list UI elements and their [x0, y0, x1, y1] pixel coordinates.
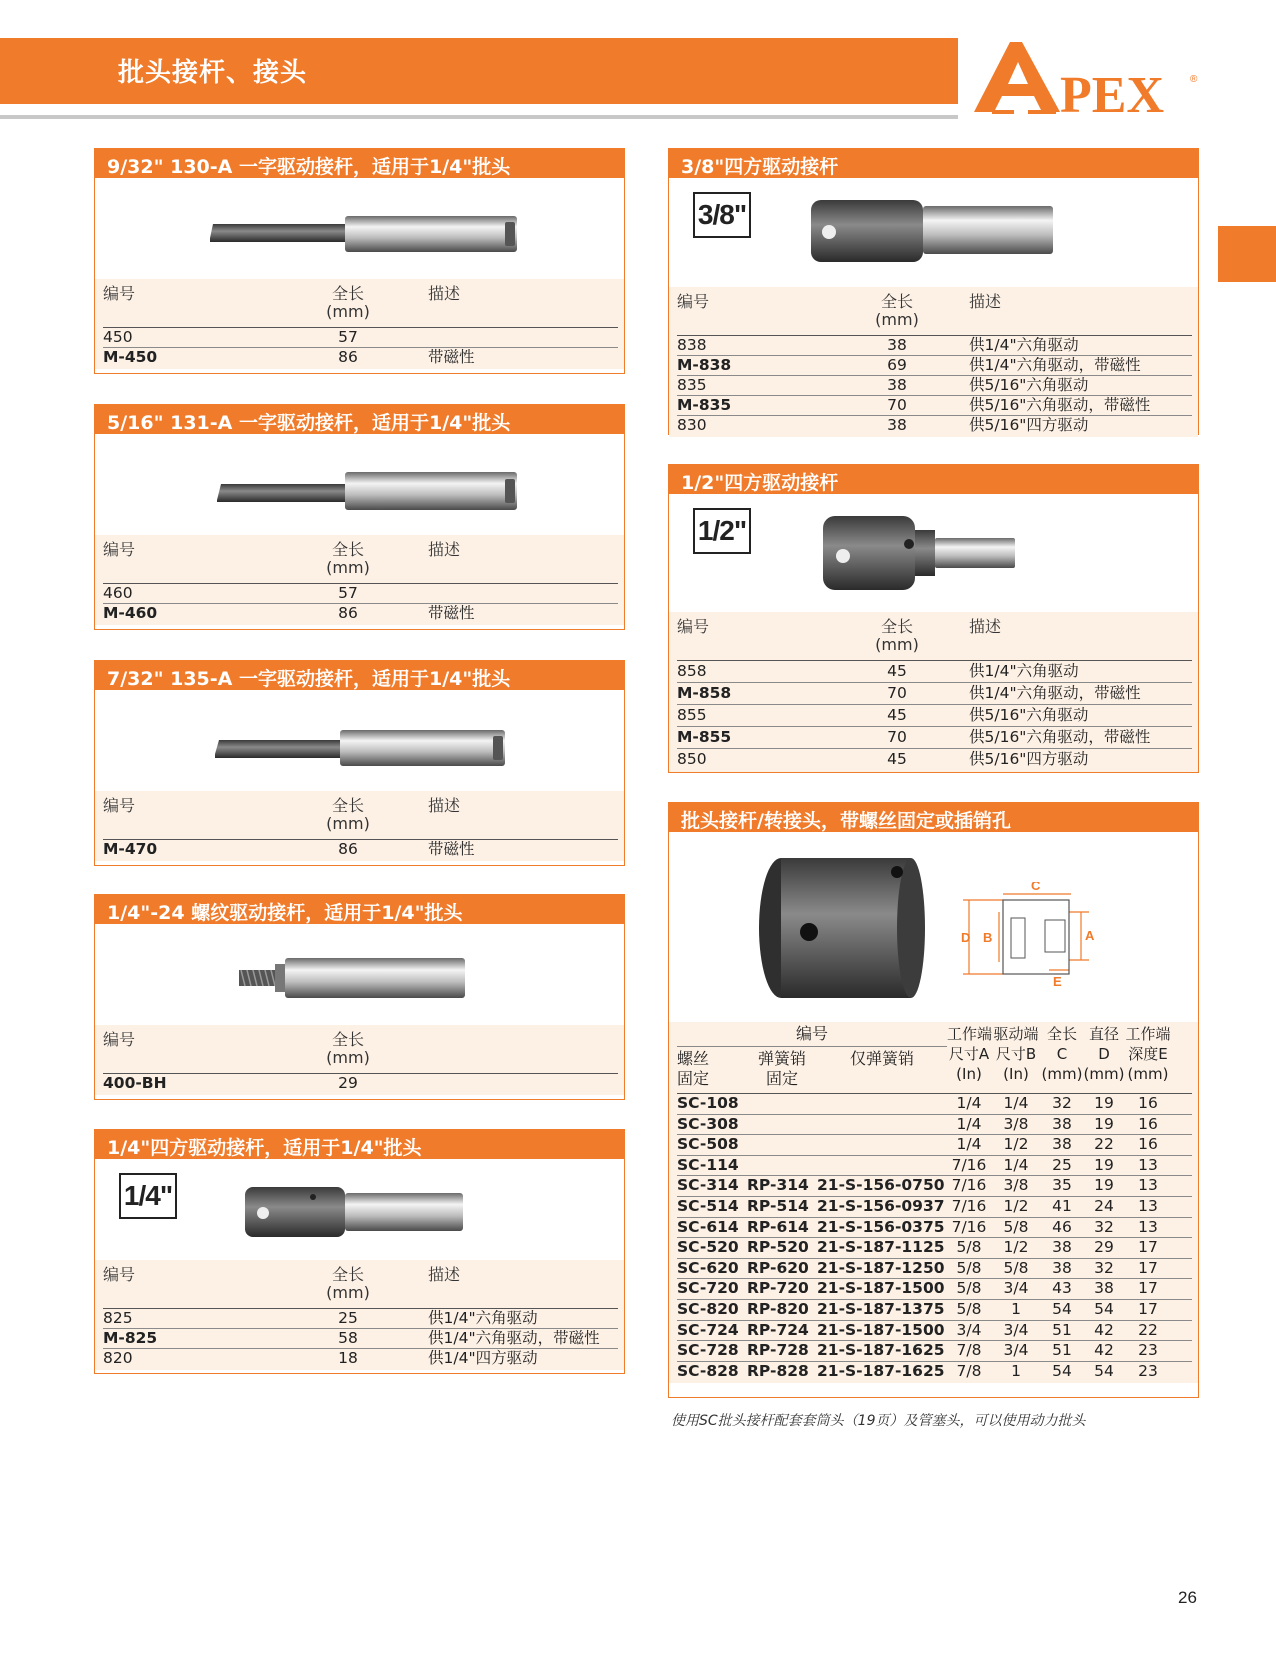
spec-table — [95, 791, 624, 861]
col-header-code: 编号 — [103, 540, 136, 559]
table-row: SC-114 7/16 1/4 25 19 13 — [677, 1156, 1192, 1177]
table-row: SC-620 RP-620 21-S-187-1250 5/8 5/8 38 32 17 — [677, 1259, 1192, 1280]
col-header-desc: 描述 — [969, 292, 1002, 311]
col-header-code: 编号 — [103, 1265, 136, 1284]
card-sc-adapters — [668, 802, 1199, 1398]
dim-label-d: D — [961, 930, 971, 945]
table-row: 460 57 — [103, 584, 618, 604]
table-row: 855 45 供5/16"六角驱动 — [677, 705, 1192, 727]
threaded-extension-image — [95, 924, 623, 1025]
col-header-length-unit: (mm) — [875, 310, 919, 329]
table-row: SC-308 1/4 3/8 38 19 16 — [677, 1115, 1192, 1136]
col-header-desc: 描述 — [969, 617, 1002, 636]
col-header-length-unit: (mm) — [326, 1283, 370, 1302]
section-tab — [1218, 226, 1276, 282]
page-number: 26 — [1178, 1588, 1197, 1607]
table-row: SC-828 RP-828 21-S-187-1625 7/8 1 54 54 23 — [677, 1361, 1158, 1380]
col-header-code: 编号 — [103, 796, 136, 815]
col-header-length: 全长 — [331, 1030, 364, 1049]
dim-label-c: C — [1031, 882, 1041, 893]
col-header-length: 全长 — [880, 292, 913, 311]
col-header-desc: 描述 — [428, 540, 461, 559]
spec-table — [95, 535, 624, 625]
sc-rows — [677, 1094, 1192, 1381]
col-header-length-unit: (mm) — [875, 635, 919, 654]
table-row: M-470 86 带磁性 — [103, 840, 475, 858]
card-square-drive-1-2 — [668, 464, 1199, 773]
table-row: 858 45 供1/4"六角驱动 — [677, 661, 1192, 683]
card-square-drive-1-4 — [94, 1129, 625, 1374]
extension-bar-image — [95, 434, 623, 535]
table-row: SC-724 RP-724 21-S-187-1500 3/4 3/4 51 42 22 — [677, 1321, 1192, 1342]
card-title: 1/4"-24 螺纹驱动接杆，适用于1/4"批头 — [95, 895, 624, 924]
table-row: SC-614 RP-614 21-S-156-0375 7/16 5/8 46 32 13 — [677, 1218, 1192, 1239]
spec-table — [95, 1025, 624, 1095]
table-row: 838 38 供1/4"六角驱动 — [677, 336, 1192, 356]
product-image — [95, 1159, 624, 1260]
table-row: M-835 70 供5/16"六角驱动，带磁性 — [677, 396, 1192, 416]
card-title: 1/2"四方驱动接杆 — [669, 465, 1198, 494]
spec-table — [669, 287, 1198, 437]
spec-table — [95, 1260, 624, 1370]
spec-table — [95, 279, 624, 369]
col-header-length: 全长 — [331, 1265, 364, 1284]
table-row: 830 38 供5/16"四方驱动 — [677, 416, 1089, 434]
card-title: 5/16" 131-A 一字驱动接杆，适用于1/4"批头 — [95, 405, 624, 434]
header-divider — [0, 115, 958, 119]
product-image — [95, 178, 624, 279]
drive-size-badge: 1/2" — [693, 508, 751, 554]
table-row: SC-314 RP-314 21-S-156-0750 7/16 3/8 35 19 13 — [677, 1176, 1192, 1197]
table-row: SC-720 RP-720 21-S-187-1500 5/8 3/4 43 38 17 — [677, 1279, 1192, 1300]
card-title: 3/8"四方驱动接杆 — [669, 149, 1198, 178]
table-row: 825 25 供1/4"六角驱动 — [103, 1309, 618, 1329]
col-header-length-unit: (mm) — [326, 302, 370, 321]
table-row: 400-BH 29 — [103, 1074, 358, 1092]
col-header-code: 编号 — [677, 292, 710, 311]
page-title: 批头接杆、接头 — [118, 58, 308, 88]
table-row: M-460 86 带磁性 — [103, 604, 475, 622]
logo-mark: ® — [1190, 74, 1198, 85]
col-header-length: 全长 — [880, 617, 913, 636]
extension-bar-image — [95, 690, 623, 791]
product-image — [669, 178, 1198, 287]
col-header-length: 全长 — [331, 540, 364, 559]
product-image — [95, 690, 624, 791]
table-row: M-838 69 供1/4"六角驱动，带磁性 — [677, 356, 1192, 376]
drive-size-badge: 3/8" — [693, 192, 751, 238]
col-header-length-unit: (mm) — [326, 1048, 370, 1067]
dim-label-b: B — [983, 930, 993, 945]
footnote: 使用SC批头接杆配套套筒头（19页）及管塞头，可以使用动力批头 — [671, 1413, 1086, 1429]
spec-table — [669, 612, 1198, 772]
col-header-desc: 描述 — [428, 1265, 461, 1284]
extension-bar-image — [95, 178, 623, 279]
card-title: 9/32" 130-A 一字驱动接杆，适用于1/4"批头 — [95, 149, 624, 178]
product-image — [669, 832, 1198, 1022]
product-image — [95, 924, 624, 1025]
card-thread-drive — [94, 894, 625, 1100]
col-header-code: 编号 — [103, 1030, 136, 1049]
col-header-code: 编号 — [103, 284, 136, 303]
col-header-length-unit: (mm) — [326, 558, 370, 577]
dimension-diagram — [959, 882, 1119, 992]
table-row: 835 38 供5/16"六角驱动 — [677, 376, 1192, 396]
col-header-code: 编号 — [677, 617, 710, 636]
product-image — [95, 434, 624, 535]
table-row: M-855 70 供5/16"六角驱动，带磁性 — [677, 727, 1192, 749]
table-row: M-825 58 供1/4"六角驱动，带磁性 — [103, 1329, 618, 1349]
table-row: SC-514 RP-514 21-S-156-0937 7/16 1/2 41 24 13 — [677, 1197, 1192, 1218]
table-row: M-450 86 带磁性 — [103, 348, 475, 366]
card-131a — [94, 404, 625, 630]
col-header-length: 全长 — [331, 284, 364, 303]
logo-text: PEX — [1060, 67, 1164, 118]
col-header-length-unit: (mm) — [326, 814, 370, 833]
table-row: M-858 70 供1/4"六角驱动，带磁性 — [677, 683, 1192, 705]
col-header-desc: 描述 — [428, 284, 461, 303]
card-title: 1/4"四方驱动接杆，适用于1/4"批头 — [95, 1130, 624, 1159]
spec-table: 编号 螺丝 固定 弹簧销 固定 仅弹簧销 工作端 尺寸A (In) 驱动端 尺寸B (In) 全长 C (mm) 直径 D (mm) 工作端 深度E (mm) SC-108 1/4 1/4 32 19 16 SC-308 1/4 3/8 38 19 16 SC-508 1/4 1/2 38 22 16 SC-114 7/16 1/4 25 19 13 SC-314 RP-314 21-S-156-0750 7/16 3/8 35 19 13 SC-514 RP-514 21-S-156-0937 7/16 1/2 41 24 13 SC-614 RP-614 21-S-156-0375 7/16 5/8 46 32 13 SC-520 RP-520 21-S-187-1125 5/8 1/2 38 29 17 SC-620 RP-620 21-S-187-1250 5/8 5/8 38 32 17 SC-720 RP-720 21-S-187-1500 5/8 3/4 43 38 17 SC-820 RP-820 21-S-187-1375 5/8 1 54 54 17 SC-724 RP-724 21-S-187-1500 3/4 3/4 51 42 22 SC-728 RP-728 21-S-187-1625 7/8 3/4 51 42 23 SC-828 RP-828 21-S-187-1625 7/8 1 54 54 23 — [669, 1022, 1198, 1383]
dim-label-a: A — [1085, 928, 1095, 943]
card-title: 批头接杆/转接头，带螺丝固定或插销孔 — [669, 803, 1198, 832]
table-row: SC-108 1/4 1/4 32 19 16 — [677, 1094, 1192, 1115]
col-header-group: 编号 — [677, 1024, 947, 1047]
apex-logo — [972, 38, 1202, 118]
card-130a — [94, 148, 625, 374]
col-header-length: 全长 — [331, 796, 364, 815]
table-row: SC-728 RP-728 21-S-187-1625 7/8 3/4 51 42 23 — [677, 1341, 1192, 1362]
table-row: SC-820 RP-820 21-S-187-1375 5/8 1 54 54 17 — [677, 1300, 1192, 1321]
table-row: 450 57 — [103, 328, 618, 348]
table-row: SC-520 RP-520 21-S-187-1125 5/8 1/2 38 29 17 — [677, 1238, 1192, 1259]
table-row: 850 45 供5/16"四方驱动 — [677, 750, 1089, 768]
card-square-drive-3-8 — [668, 148, 1199, 435]
card-135a — [94, 660, 625, 866]
table-row: SC-508 1/4 1/2 38 22 16 — [677, 1135, 1192, 1156]
product-image — [669, 494, 1198, 612]
col-header-desc: 描述 — [428, 796, 461, 815]
dim-label-e: E — [1053, 974, 1062, 989]
card-title: 7/32" 135-A 一字驱动接杆，适用于1/4"批头 — [95, 661, 624, 690]
drive-size-badge: 1/4" — [119, 1173, 177, 1219]
table-row: 820 18 供1/4"四方驱动 — [103, 1349, 538, 1367]
